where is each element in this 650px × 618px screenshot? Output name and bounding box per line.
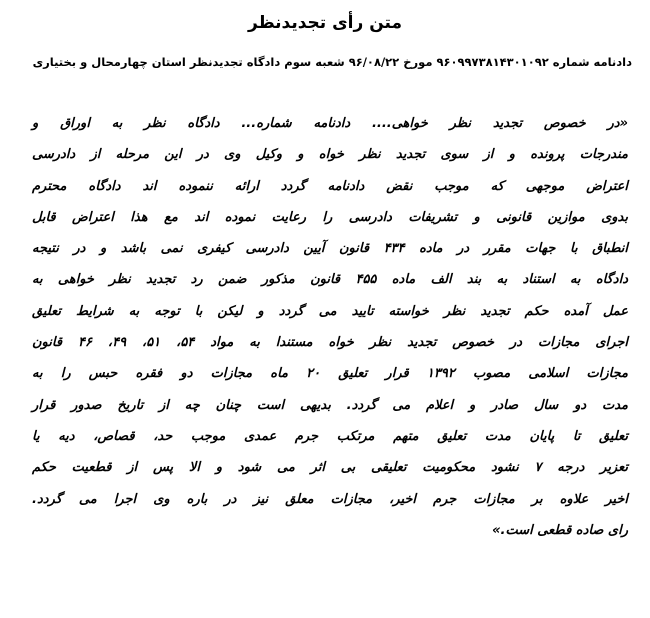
- verdict-line: مندرجات پرونده و از سوی تجدید نظر خواه و وکیل وی در این مرحله از دادرسی: [32, 147, 628, 163]
- verdict-line: مجازات اسلامی مصوب ۱۳۹۲ قرار تعلیق ۲۰ ماه مجازات دو فقره حبس را به: [32, 366, 628, 382]
- verdict-line: تعلیق تا پایان مدت تعلیق متهم مرتکب جرم عمدی موجب حد، قصاص، دیه یا: [32, 428, 628, 444]
- page-title: متن رأی تجدیدنظر: [248, 13, 402, 33]
- verdict-line: دادگاه به استناد به بند الف ماده ۴۵۵ قانون مذکور ضمن رد تجدید نظر خواهی به: [32, 272, 628, 288]
- verdict-line: عمل آمده حکم تجدید نظر خواسته تایید می گردد و لیکن با توجه به شرایط تعلیق: [32, 303, 628, 319]
- verdict-line: بدوی موازین قانونی و تشریفات دادرسی را رعایت نموده اند مع هذا اعتراض قابل: [32, 209, 628, 225]
- verdict-line: تعزیر درجه ۷ نشود محکومیت تعلیقی بی اثر می شود و الا پس از قطعیت حکم: [32, 460, 628, 476]
- verdict-line: «در خصوص تجدید نظر خواهی.... دادنامه شماره... دادگاه نظر به اوراق و: [32, 116, 628, 131]
- verdict-line: اجرای مجازات در خصوص تجدید نظر خواه مستندا به مواد ۵۴، ۵۱، ۴۹، ۴۶ قانون: [32, 335, 628, 351]
- document-subtitle: دادنامه شماره ۹۶۰۹۹۷۳۸۱۴۳۰۱۰۹۲ مورخ ۹۶/۰۸/۲۲ شعبه سوم دادگاه تجدیدنظر استان چهارمحال و بختیاری: [32, 55, 632, 69]
- verdict-body: [32, 108, 628, 546]
- verdict-line: انطباق با جهات مقرر در ماده ۴۳۴ قانون آیین دادرسی کیفری نمی باشد و در نتیجه: [32, 241, 628, 257]
- verdict-line: اعتراض موجهی که موجب نقض دادنامه گردد ارائه ننموده اند دادگاه محترم: [32, 178, 628, 194]
- verdict-line: مدت دو سال صادر و اعلام می گردد. بدیهی است چنان چه از تاریخ صدور قرار: [32, 397, 628, 413]
- verdict-line: اخیر علاوه بر مجازات جرم اخیر، مجازات معلق نیز در باره وی اجرا می گردد.: [32, 491, 628, 507]
- verdict-line: رای صاده قطعی است.»: [492, 522, 628, 538]
